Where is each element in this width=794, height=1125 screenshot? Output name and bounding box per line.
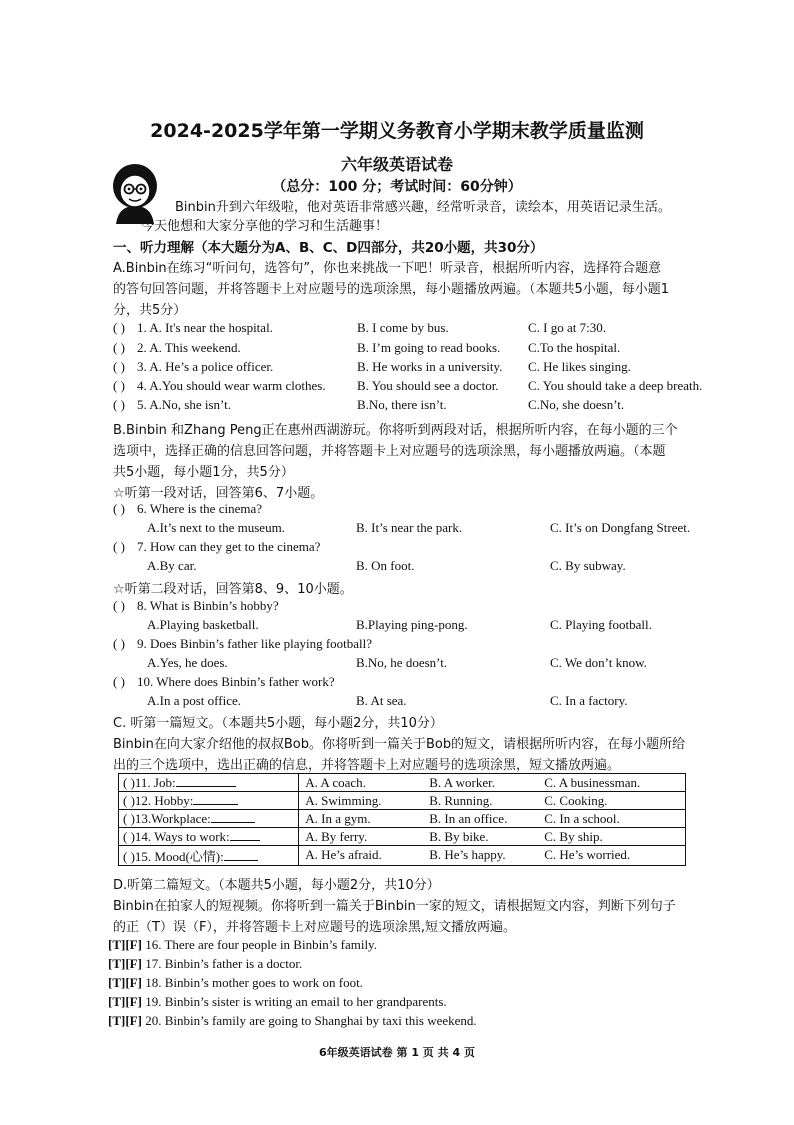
option-a: 2. A. This weekend.	[137, 340, 241, 355]
option-c: C.No, she doesn’t.	[528, 397, 625, 412]
table-options-cell	[299, 774, 686, 792]
option-a: A.By car.	[147, 558, 197, 573]
option-c: C. We don’t know.	[550, 655, 647, 670]
dialog-2-label: ☆听第二段对话，回答第8、9、10小题。	[113, 582, 353, 597]
exam-title: 2024-2025学年第一学期义务教育小学期末教学质量监测	[150, 120, 644, 142]
partB-instructions-1: B.Binbin 和Zhang Peng正在惠州西湖游玩。你将听到两段对话，根据所听内容，在每小题的三个	[113, 423, 678, 438]
option-row	[113, 617, 733, 636]
table-question-cell[interactable]: ( )15. Mood(心情):	[119, 846, 299, 866]
partC-heading: C. 听第一篇短文。（本题共5小题，每小题2分，共10分）	[113, 716, 443, 731]
option-b: B.Playing ping-pong.	[356, 617, 468, 632]
option-a: A.In a post office.	[147, 693, 241, 708]
answer-blank[interactable]: ( )	[113, 378, 125, 393]
option-c: C. Cooking.	[544, 793, 608, 808]
true-false-item	[108, 994, 447, 1010]
option-a: 5. A.No, she isn’t.	[137, 397, 232, 412]
option-b: B. You should see a doctor.	[357, 378, 499, 393]
question-text: 10. Where does Binbin’s father work?	[137, 674, 335, 689]
partC-instructions-1: Binbin在向大家介绍他的叔叔Bob。你将听到一篇关于Bob的短文，请根据所听内容，在每小题所给	[113, 737, 686, 752]
option-c: C. He’s worried.	[544, 847, 631, 862]
question-stem	[113, 636, 733, 655]
option-a: 1. A. It's near the hospital.	[137, 320, 273, 335]
option-b: B.No, he doesn’t.	[356, 655, 448, 670]
tf-marker[interactable]: [T][F]	[108, 975, 142, 990]
option-b: B. In an office.	[429, 811, 508, 826]
question-stem	[113, 598, 733, 617]
option-c: C. Playing football.	[550, 617, 652, 632]
statement-text: 20. Binbin’s family are going to Shanghai by taxi this weekend.	[145, 1013, 477, 1028]
question-text: 9. Does Binbin’s father like playing football?	[137, 636, 373, 651]
option-c: C. In a factory.	[550, 693, 628, 708]
option-c: C.To the hospital.	[528, 340, 621, 355]
dialog-1-label: ☆听第一段对话，回答第6、7小题。	[113, 486, 324, 501]
question-text: 7. How can they get to the cinema?	[137, 539, 321, 554]
intro-line-2: 今天他想和大家分享他的学习和生活趣事！	[141, 219, 389, 234]
true-false-item	[108, 956, 302, 972]
option-b: B. He’s happy.	[429, 847, 506, 862]
partA-instructions-1: A.Binbin在练习“听问句，选答句”，你也来挑战一下吧！听录音，根据所听内容，选择符合题意	[113, 261, 662, 276]
option-a: A. He’s afraid.	[305, 847, 382, 862]
option-b: B. Running.	[429, 793, 493, 808]
option-c: C. You should take a deep breath.	[528, 378, 703, 393]
table-question-cell[interactable]: ( )13.Workplace:	[119, 810, 299, 828]
intro-line-1: Binbin升到六年级啦，他对英语非常感兴趣，经常听录音，读绘本，用英语记录生活。	[175, 200, 671, 215]
table-options-cell	[299, 810, 686, 828]
option-c: C. I go at 7:30.	[528, 320, 606, 335]
answer-blank[interactable]: ( )	[113, 501, 125, 516]
table-question-cell[interactable]: ( )12. Hobby:	[119, 792, 299, 810]
score-line: （总分：100 分；考试时间：60分钟）	[272, 179, 522, 195]
question-row	[113, 397, 713, 416]
table-row	[119, 846, 686, 866]
option-c: C. A businessman.	[544, 775, 641, 790]
statement-text: 16. There are four people in Binbin’s family.	[145, 937, 377, 952]
partA-instructions-3: 分，共5分）	[113, 303, 187, 318]
option-b: B.No, there isn’t.	[357, 397, 447, 412]
partC-instructions-2: 出的三个选项中，选出正确的信息，并将答题卡上对应题号的选项涂黑，短文播放两遍。	[113, 758, 621, 773]
question-stem	[113, 539, 733, 558]
question-row	[113, 359, 713, 378]
option-c: C. By ship.	[544, 829, 603, 844]
table-row	[119, 828, 686, 846]
statement-text: 19. Binbin’s sister is writing an email to her grandparents.	[145, 994, 447, 1009]
option-a: A.It’s next to the museum.	[147, 520, 285, 535]
table-question-cell[interactable]: ( )14. Ways to work:	[119, 828, 299, 846]
partC-question-table	[118, 773, 686, 866]
tf-marker[interactable]: [T][F]	[108, 994, 142, 1009]
answer-blank[interactable]: ( )	[113, 539, 125, 554]
question-text: 8. What is Binbin’s hobby?	[137, 598, 279, 613]
option-c: C. He likes singing.	[528, 359, 631, 374]
page-footer: 6年级英语试卷 第 1 页 共 4 页	[319, 1046, 475, 1059]
option-b: B. He works in a university.	[357, 359, 503, 374]
answer-blank[interactable]: ( )	[113, 397, 125, 412]
answer-blank[interactable]: ( )	[113, 598, 125, 613]
true-false-item	[108, 1013, 477, 1029]
option-row	[113, 558, 733, 577]
option-b: B. I come by bus.	[357, 320, 449, 335]
question-row	[113, 378, 713, 397]
true-false-item	[108, 975, 363, 991]
partD-instructions-1: Binbin在拍家人的短视频。你将听到一篇关于Binbin一家的短文，请根据短文内容，判断下列句子	[113, 899, 676, 914]
table-options-cell	[299, 828, 686, 846]
option-a: A. Swimming.	[305, 793, 382, 808]
option-a: 3. A. He’s a police officer.	[137, 359, 274, 374]
tf-marker[interactable]: [T][F]	[108, 937, 142, 952]
option-a: A. A coach.	[305, 775, 366, 790]
tf-marker[interactable]: [T][F]	[108, 956, 142, 971]
table-options-cell	[299, 846, 686, 866]
partA-instructions-2: 的答句回答问题，并将答题卡上对应题号的选项涂黑，每小题播放两遍。（本题共5小题，每小题1	[113, 282, 670, 297]
partB-instructions-2: 选项中，选择正确的信息回答问题，并将答题卡上对应题号的选项涂黑，每小题播放两遍。（本题	[113, 444, 666, 459]
option-c: C. By subway.	[550, 558, 626, 573]
table-row	[119, 774, 686, 792]
option-b: B. I’m going to read books.	[357, 340, 501, 355]
option-a: A.Yes, he does.	[147, 655, 228, 670]
answer-blank[interactable]: ( )	[113, 320, 125, 335]
part1-heading: 一、听力理解（本大题分为A、B、C、D四部分，共20小题，共30分）	[113, 240, 544, 256]
option-b: B. At sea.	[356, 693, 407, 708]
question-row	[113, 340, 713, 359]
question-stem	[113, 501, 733, 520]
option-row	[113, 693, 733, 712]
true-false-item	[108, 937, 377, 953]
option-b: B. On foot.	[356, 558, 415, 573]
question-stem	[113, 674, 733, 693]
option-a: A. By ferry.	[305, 829, 368, 844]
option-a: A.Playing basketball.	[147, 617, 259, 632]
table-options-cell	[299, 792, 686, 810]
answer-blank[interactable]: ( )	[113, 674, 125, 689]
option-b: B. A worker.	[429, 775, 495, 790]
table-question-cell[interactable]: ( )11. Job:	[119, 774, 299, 792]
tf-marker[interactable]: [T][F]	[108, 1013, 142, 1028]
option-b: B. It’s near the park.	[356, 520, 463, 535]
partD-instructions-2: 的正（T）误（F），并将答题卡上对应题号的选项涂黑,短文播放两遍。	[113, 920, 517, 935]
statement-text: 17. Binbin’s father is a doctor.	[145, 956, 303, 971]
option-a: A. In a gym.	[305, 811, 371, 826]
partB-instructions-3: 共5小题，每小题1分，共5分）	[113, 465, 294, 480]
question-text: 6. Where is the cinema?	[137, 501, 263, 516]
answer-blank[interactable]: ( )	[113, 359, 125, 374]
option-a: 4. A.You should wear warm clothes.	[137, 378, 326, 393]
option-row	[113, 655, 733, 674]
exam-subtitle: 六年级英语试卷	[340, 155, 453, 174]
option-c: C. It’s on Dongfang Street.	[550, 520, 691, 535]
statement-text: 18. Binbin’s mother goes to work on foot.	[145, 975, 363, 990]
question-row	[113, 320, 713, 339]
option-c: C. In a school.	[544, 811, 620, 826]
table-row	[119, 792, 686, 810]
partD-heading: D.听第二篇短文。（本题共5小题，每小题2分，共10分）	[113, 878, 440, 893]
option-b: B. By bike.	[429, 829, 489, 844]
option-row	[113, 520, 733, 539]
table-row	[119, 810, 686, 828]
answer-blank[interactable]: ( )	[113, 636, 125, 651]
answer-blank[interactable]: ( )	[113, 340, 125, 355]
